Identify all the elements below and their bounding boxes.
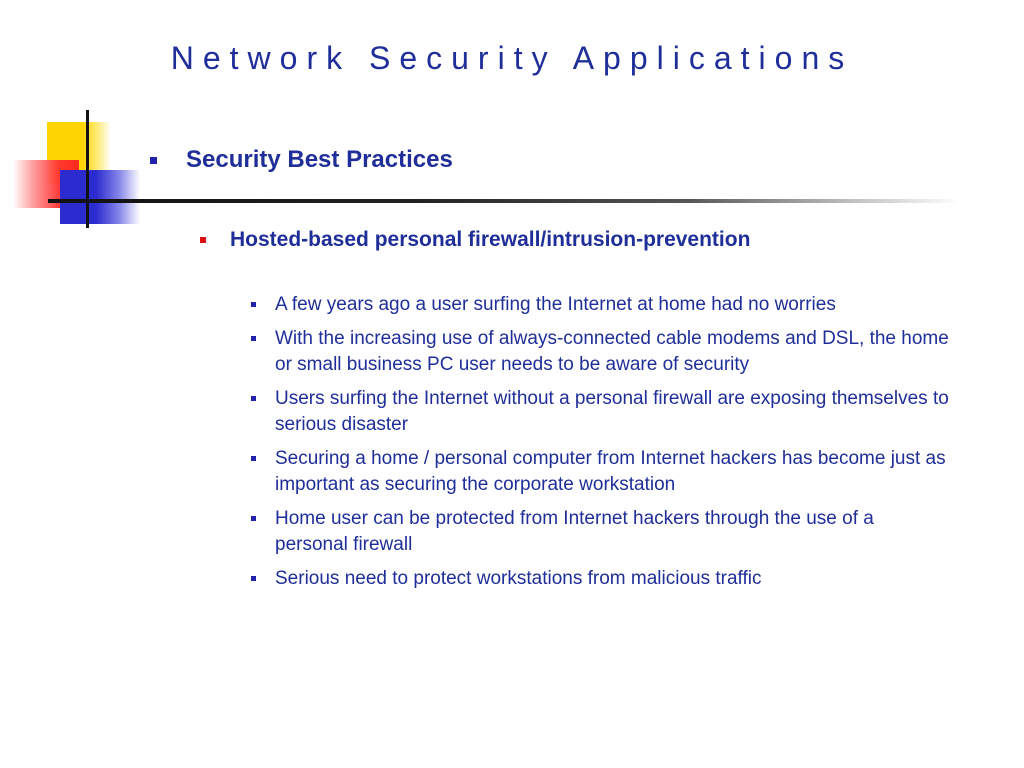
square-bullet-icon [251,456,256,461]
list-item-text: A few years ago a user surfing the Internet at home had no worries [275,294,836,315]
square-bullet-icon [251,516,256,521]
decor-horizontal-rule [48,199,960,203]
square-bullet-icon [251,396,256,401]
section-subheading: Hosted-based personal firewall/intrusion-prevention [230,228,751,251]
list-item-text: With the increasing use of always-connected cable modems and DSL, the home or small business PC user needs to be aware of security [275,328,949,375]
square-bullet-icon [150,157,157,164]
list-item [250,292,950,318]
red-square-bullet-icon [200,237,206,243]
list-item [250,446,950,498]
list-item [250,386,950,438]
decor-vertical-line [86,110,89,228]
bullet-list [250,292,950,600]
square-bullet-icon [251,302,256,307]
square-bullet-icon [251,336,256,341]
square-bullet-icon [251,576,256,581]
list-item [250,566,950,592]
subheading-bullet-row [200,228,750,252]
list-item-text: Securing a home / personal computer from Internet hackers has become just as important as securing the corporate workstation [275,448,946,495]
decor-blue-square [60,170,140,224]
slide-title: Network Security Applications [170,40,854,76]
list-item [250,326,950,378]
list-item-text: Serious need to protect workstations from malicious traffic [275,568,762,589]
list-item-text: Users surfing the Internet without a personal firewall are exposing themselves to serious disaster [275,388,949,435]
list-item-text: Home user can be protected from Internet hackers through the use of a personal firewall [275,508,874,555]
heading-bullet-row [150,146,453,174]
list-item [250,506,950,558]
section-heading: Security Best Practices [186,146,453,173]
